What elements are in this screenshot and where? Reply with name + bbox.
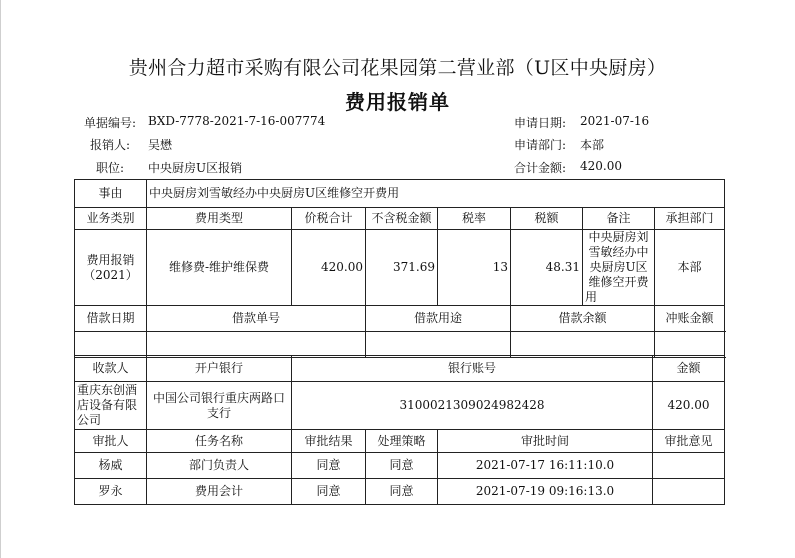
payee-header-row: [75, 356, 725, 382]
doc-no-value: BXD-7778-2021-7-16-007774: [148, 114, 326, 128]
cell-approval-result: 同意: [292, 453, 366, 479]
apply-date-value: 2021-07-16: [580, 114, 650, 128]
loan-header-row: [75, 306, 725, 332]
cell-bank: 中国公司银行重庆两路口支行: [147, 382, 292, 430]
header-loan-date: 借款日期: [75, 306, 147, 332]
loan-cell: [511, 332, 655, 358]
cell-strategy: 同意: [366, 479, 438, 505]
payee-row: [75, 382, 725, 430]
header-bank: 开户银行: [147, 356, 292, 382]
header-payee-amount: 金额: [653, 356, 725, 382]
header-payee: 收款人: [75, 356, 147, 382]
header-business-category: 业务类别: [75, 208, 147, 230]
header-loan-no: 借款单号: [147, 306, 366, 332]
header-responsible-dept: 承担部门: [655, 208, 725, 230]
cell-task-name: 部门负责人: [147, 453, 292, 479]
cell-approver: 罗永: [75, 479, 147, 505]
expense-header-row: [75, 208, 725, 230]
header-task-name: 任务名称: [147, 430, 292, 453]
position-label: 职位:: [96, 161, 125, 175]
header-tax-amount: 税额: [511, 208, 583, 230]
cell-approval-result: 同意: [292, 479, 366, 505]
cell-remark: 中央厨房刘雪敏经办中央厨房U区维修空开费用: [583, 230, 655, 306]
loan-cell: [75, 332, 147, 358]
expense-row: [75, 230, 725, 306]
approval-row: [75, 453, 725, 479]
header-total-incl-tax: 价税合计: [292, 208, 366, 230]
reason-row: [75, 180, 725, 208]
payee-approval-table: [74, 355, 725, 505]
applicant-value: 吴懋: [148, 138, 173, 152]
cell-expense-type: 维修费-维护维保费: [147, 230, 292, 306]
loan-cell: [147, 332, 366, 358]
header-approval-time: 审批时间: [438, 430, 653, 453]
cell-payee: 重庆东创酒店设备有限公司: [75, 382, 147, 430]
loan-empty-row: [75, 332, 725, 358]
cell-amount-excl-tax: 371.69: [366, 230, 438, 306]
cell-business-category: 费用报销（2021）: [75, 230, 147, 306]
form-title: 费用报销单: [345, 90, 450, 114]
position-value: 中央厨房U区报销: [148, 161, 243, 175]
cell-task-name: 费用会计: [147, 479, 292, 505]
doc-no-label: 单据编号:: [84, 116, 137, 130]
total-value: 420.00: [580, 159, 622, 173]
dept-value: 本部: [580, 138, 605, 152]
cell-total-incl-tax: 420.00: [292, 230, 366, 306]
reason-label: 事由: [75, 180, 147, 208]
page-border: [0, 0, 1, 558]
cell-tax-amount: 48.31: [511, 230, 583, 306]
company-title: 贵州合力超市采购有限公司花果园第二营业部（U区中央厨房）: [128, 57, 667, 79]
header-approval-result: 审批结果: [292, 430, 366, 453]
apply-date-label: 申请日期:: [514, 116, 567, 130]
loan-cell: [366, 332, 511, 358]
cell-account-no: 3100021309024982428: [292, 382, 653, 430]
header-approver: 审批人: [75, 430, 147, 453]
approval-header-row: [75, 430, 725, 453]
header-expense-type: 费用类型: [147, 208, 292, 230]
total-label: 合计金额:: [514, 161, 567, 175]
approval-row: [75, 479, 725, 505]
cell-approval-time: 2021-07-17 16:11:10.0: [438, 453, 653, 479]
applicant-label: 报销人:: [90, 138, 131, 152]
cell-strategy: 同意: [366, 453, 438, 479]
cell-approval-comment: [653, 453, 725, 479]
header-account-no: 银行账号: [292, 356, 653, 382]
cell-approval-time: 2021-07-19 09:16:13.0: [438, 479, 653, 505]
header-tax-rate: 税率: [438, 208, 511, 230]
header-writeoff-amount: 冲账金额: [655, 306, 725, 332]
cell-payee-amount: 420.00: [653, 382, 725, 430]
header-amount-excl-tax: 不含税金额: [366, 208, 438, 230]
cell-approval-comment: [653, 479, 725, 505]
header-loan-balance: 借款余额: [511, 306, 655, 332]
loan-cell: [655, 332, 725, 358]
dept-label: 申请部门:: [514, 138, 567, 152]
header-approval-comment: 审批意见: [653, 430, 725, 453]
header-remark: 备注: [583, 208, 655, 230]
reason-text: 中央厨房刘雪敏经办中央厨房U区维修空开费用: [147, 180, 725, 208]
expense-table: [74, 179, 725, 358]
header-loan-purpose: 借款用途: [366, 306, 511, 332]
cell-approver: 杨威: [75, 453, 147, 479]
cell-responsible-dept: 本部: [655, 230, 725, 306]
cell-tax-rate: 13: [438, 230, 511, 306]
header-strategy: 处理策略: [366, 430, 438, 453]
